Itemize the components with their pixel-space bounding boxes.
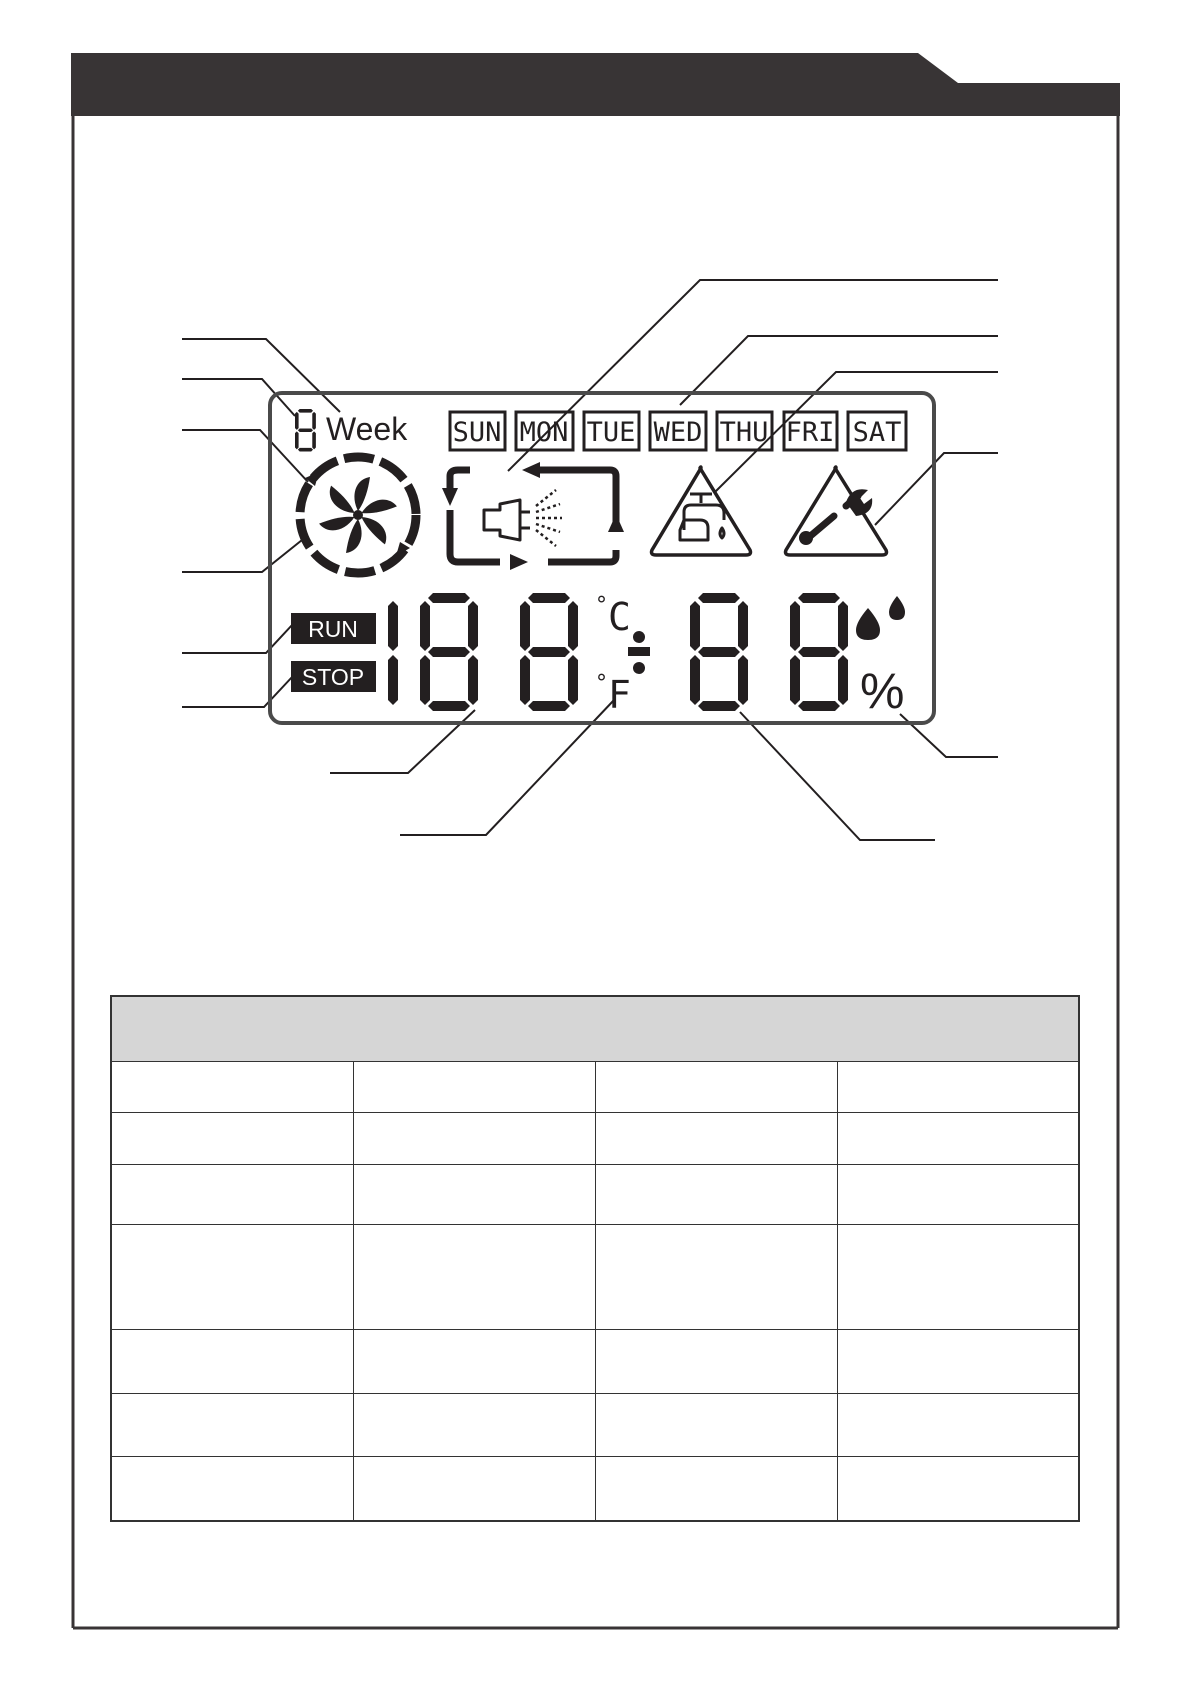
day-wed: WED xyxy=(653,417,703,448)
humidity-digit-1 xyxy=(690,593,748,711)
row-number-left xyxy=(111,1457,353,1521)
row-description-right xyxy=(837,1164,1079,1224)
fahrenheit-degree-symbol: ° xyxy=(596,671,607,696)
row-description-right xyxy=(837,1062,1079,1112)
week-digit xyxy=(295,409,316,451)
table-row xyxy=(111,1112,1079,1164)
row-description-right xyxy=(837,1329,1079,1393)
humidity-digit-2 xyxy=(790,593,848,711)
wrench-warning-icon xyxy=(786,467,887,555)
day-fri: FRI xyxy=(785,417,835,448)
row-description-left xyxy=(353,1393,595,1456)
row-number-right xyxy=(595,1393,837,1456)
week-label: Week xyxy=(326,411,408,447)
header-bar xyxy=(71,53,1120,116)
table-header xyxy=(111,996,1079,1062)
row-number-left xyxy=(111,1225,353,1329)
row-description-left xyxy=(353,1457,595,1521)
percent-label: % xyxy=(860,663,905,719)
water-drops-icon xyxy=(856,596,905,640)
table-row xyxy=(111,1062,1079,1112)
day-sat: SAT xyxy=(852,417,902,448)
table-row xyxy=(111,1225,1079,1329)
table-row xyxy=(111,1329,1079,1393)
cleaning-cycle-icon xyxy=(442,462,624,570)
temp-digit-2 xyxy=(420,593,478,711)
row-number-left xyxy=(111,1112,353,1164)
row-number-left xyxy=(111,1329,353,1393)
day-tue: TUE xyxy=(586,417,636,448)
fan-icon xyxy=(300,457,416,573)
water-tap-warning-icon xyxy=(652,467,751,555)
temp-digit-1 xyxy=(388,601,398,705)
celsius-label: C xyxy=(608,595,631,639)
row-number-right xyxy=(595,1225,837,1329)
temp-digit-3 xyxy=(520,593,578,711)
row-description-right xyxy=(837,1393,1079,1456)
table-row xyxy=(111,1457,1079,1521)
row-description-right xyxy=(837,1457,1079,1521)
temperature-display xyxy=(388,593,578,711)
day-mon: MON xyxy=(519,417,569,448)
table-header-row xyxy=(111,996,1079,1062)
row-description-right xyxy=(837,1112,1079,1164)
row-description-left xyxy=(353,1225,595,1329)
description-table xyxy=(110,995,1080,1522)
row-number-right xyxy=(595,1062,837,1112)
row-description-right xyxy=(837,1225,1079,1329)
row-number-right xyxy=(595,1112,837,1164)
table-row xyxy=(111,1393,1079,1456)
divide-symbol xyxy=(628,631,650,674)
fahrenheit-label: F xyxy=(608,673,631,717)
day-thu: THU xyxy=(719,417,769,448)
table-row xyxy=(111,1164,1079,1224)
stop-label: STOP xyxy=(301,664,365,690)
run-label: RUN xyxy=(308,616,358,642)
row-number-left xyxy=(111,1062,353,1112)
row-number-right xyxy=(595,1457,837,1521)
row-number-left xyxy=(111,1393,353,1456)
day-row xyxy=(450,412,906,450)
celsius-degree-symbol: ° xyxy=(596,593,607,618)
row-number-left xyxy=(111,1164,353,1224)
row-description-left xyxy=(353,1329,595,1393)
row-description-left xyxy=(353,1062,595,1112)
day-sun: SUN xyxy=(452,417,502,448)
row-number-right xyxy=(595,1329,837,1393)
row-description-left xyxy=(353,1112,595,1164)
humidity-display xyxy=(690,593,848,711)
row-number-right xyxy=(595,1164,837,1224)
row-description-left xyxy=(353,1164,595,1224)
